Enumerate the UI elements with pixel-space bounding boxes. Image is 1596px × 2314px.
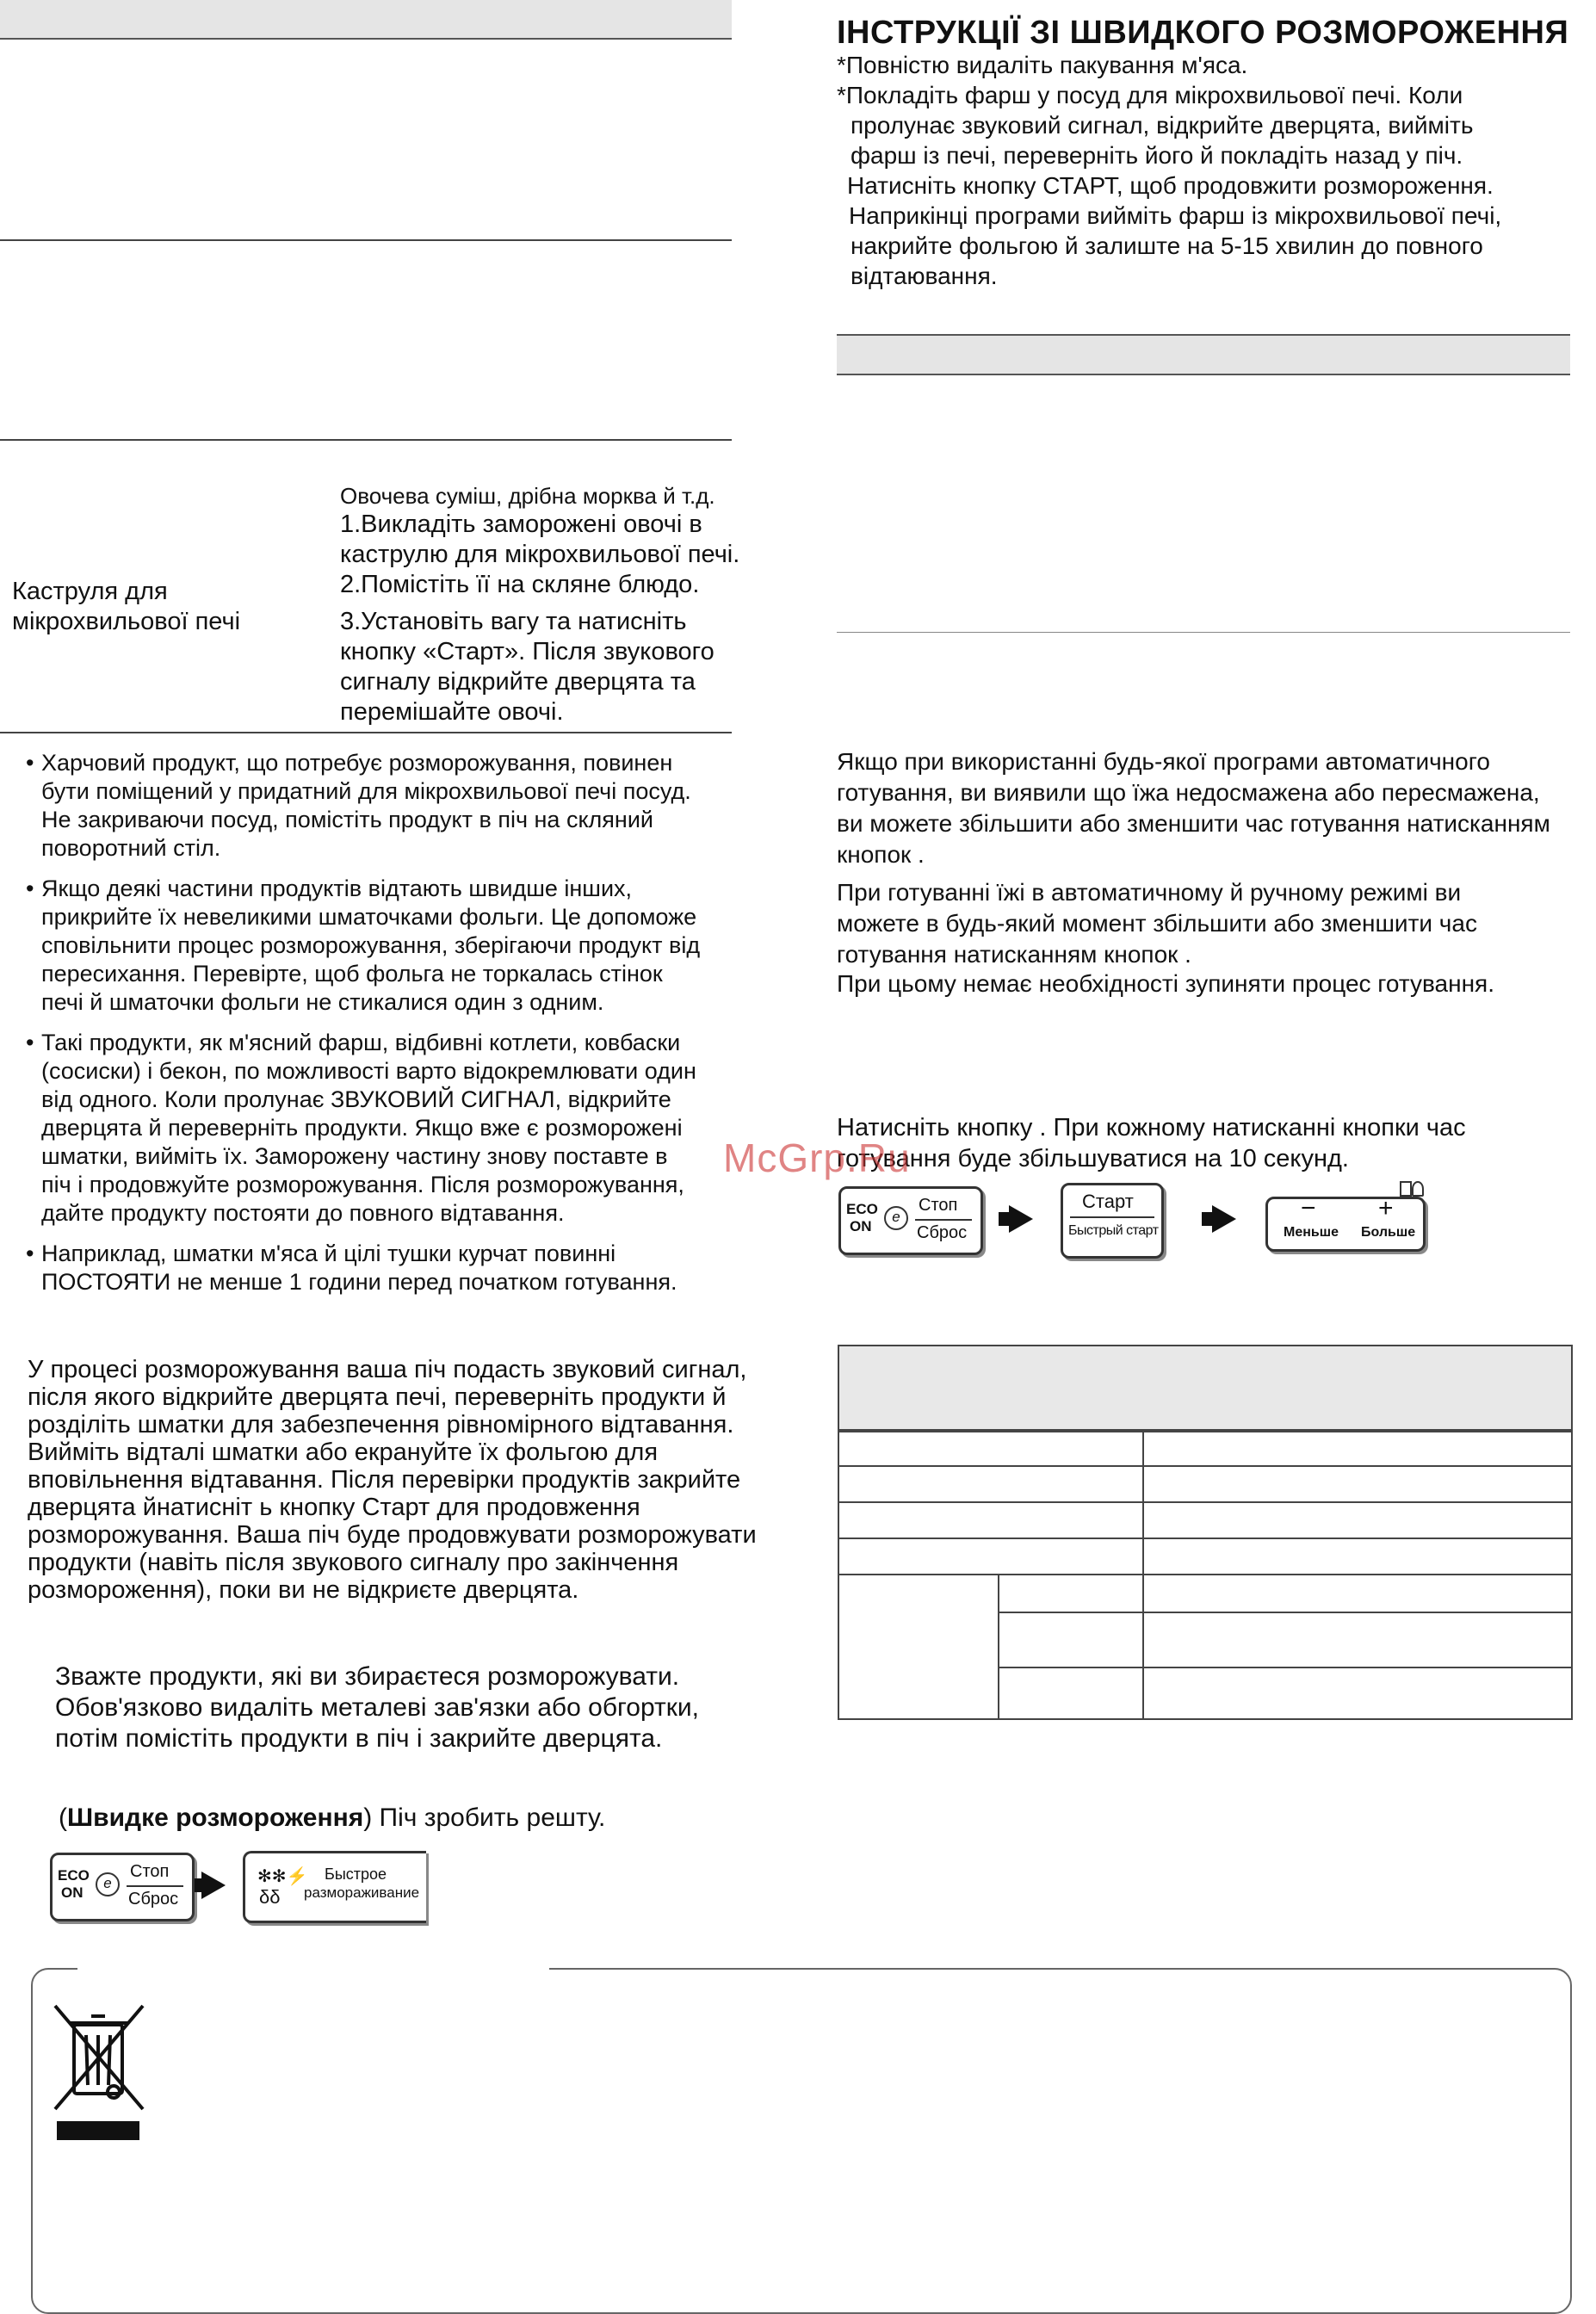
left-divider-3	[0, 732, 732, 733]
quick-mode-line	[59, 1803, 605, 1834]
on-label: ON	[61, 1884, 84, 1901]
tip-bullet	[26, 1240, 740, 1296]
eco-label: ECO	[58, 1867, 90, 1884]
veg-line: каструлю для мікрохвильової печі.	[340, 541, 740, 568]
left-divider-2	[0, 439, 732, 441]
tip-line: шматки, вийміть їх. Заморожену частину знову поставте в	[41, 1143, 668, 1169]
tip-bullet	[26, 749, 740, 863]
tip-line: (сосиски) і бекон, по можливості варто відокремлювати один	[41, 1058, 696, 1084]
arrow-right-icon	[1009, 1205, 1033, 1233]
disposal-box-gap	[77, 1963, 549, 1971]
tip-line: ПОСТОЯТИ не менше 1 години перед початком готування.	[41, 1269, 677, 1295]
vessel-label: Каструля для мікрохвильової печі	[12, 578, 241, 635]
quick-line: пролунає звуковий сигнал, відкрийте дверцята, вийміть	[851, 112, 1474, 139]
quick-line: Наприкінці програми вийміть фарш із мікрохвильової печі,	[849, 202, 1502, 229]
auto-line: Якщо при використанні будь-якої програми автоматичного	[837, 748, 1490, 775]
less-more-button[interactable]	[1265, 1194, 1426, 1252]
reset-label: Сброс	[128, 1890, 179, 1909]
quick-line: відтаювання.	[851, 263, 998, 289]
tip-bullet	[26, 875, 740, 1017]
veg-line: сигналу відкрийте дверцята та	[340, 668, 696, 696]
quick-mode-rest: ) Піч зробить решту.	[363, 1804, 606, 1832]
tip-line: • Харчовий продукт, що потребує розморожування, повинен	[41, 750, 673, 776]
weigh-line: потім помістіть продукти в піч і закрийте дверцята.	[55, 1724, 663, 1753]
tip-line: • Якщо деякі частини продуктів відтають швидше інших,	[41, 875, 633, 901]
on-label: ON	[850, 1218, 872, 1234]
tip-line: печі й шматочки фольги не стикалися один з одним.	[41, 989, 604, 1015]
auto-line: кнопок .	[837, 841, 925, 868]
left-divider-1	[0, 239, 732, 241]
defrost-label-1: Быстрое	[325, 1865, 387, 1883]
tip-line: піч і продовжуйте розморожування. Після розморожування,	[41, 1172, 684, 1197]
quick-defrost-button[interactable]	[243, 1851, 426, 1923]
veg-instructions	[340, 482, 805, 727]
process-line: дверцята йнатисніт ь кнопку Старт для продовження	[28, 1494, 640, 1521]
plus-icon: +	[1378, 1194, 1394, 1222]
eco-label: ECO	[846, 1201, 878, 1217]
table-row	[838, 1575, 1572, 1612]
auto-cooking-text	[837, 746, 1594, 870]
arrow-stem	[195, 1878, 205, 1892]
tip-line: сповільнити процес розморожування, зберігаючи продукт від	[41, 932, 701, 958]
minus-icon: −	[1301, 1194, 1316, 1222]
process-line: розморожування. Ваша піч буде продовжувати розморожувати	[28, 1521, 757, 1549]
quick-line: *Повністю видаліть пакування м'яса.	[837, 52, 1248, 78]
quick-mode-open: (	[59, 1804, 67, 1832]
tip-bullet	[26, 1029, 740, 1228]
process-line: вповільнення відтавання. Після перевірки продуктів закрийте	[28, 1466, 741, 1494]
manual-line: готування натисканням кнопок .	[837, 941, 1191, 968]
table-row	[838, 1538, 1572, 1575]
arrow-right-icon	[201, 1872, 226, 1899]
quick-defrost-instructions	[837, 50, 1586, 291]
process-line: продукти (навіть після звукового сигналу про закінчення	[28, 1549, 679, 1576]
auto-line: ви можете збільшити або зменшити час готування натисканням	[837, 810, 1550, 837]
quick-line: Натисніть кнопку СТАРТ, щоб продовжити розмороження.	[847, 172, 1494, 199]
disposal-notice-box	[31, 1968, 1572, 2314]
page-title: ІНСТРУКЦІЇ ЗІ ШВИДКОГО РОЗМОРОЖЕННЯ	[837, 15, 1569, 51]
tip-line: Не закриваючи посуд, помістіть продукт в піч на скляний	[41, 807, 654, 832]
auto-line: готування, ви виявили що їжа недосмажена або пересмажена,	[837, 779, 1540, 806]
no-stop-text: При цьому немає необхідності зупиняти процес готування.	[837, 970, 1494, 997]
start-divider	[1070, 1216, 1154, 1218]
less-label: Меньше	[1284, 1225, 1339, 1240]
veg-line: перемішайте овочі.	[340, 698, 564, 726]
eco-stop-button-right[interactable]	[838, 1186, 983, 1255]
weigh-line: Зважте продукти, які ви збираєтеся розморожувати.	[55, 1662, 680, 1691]
weigh-text	[55, 1661, 761, 1754]
quick-start-label: Быстрый старт	[1068, 1223, 1159, 1238]
tip-line: • Наприклад, шматки м'яса й цілі тушки курчат повинні	[41, 1241, 616, 1266]
manual-line: При готуванні їжі в автоматичному й ручному режимі ви	[837, 879, 1462, 906]
process-line: розмороження), поки ви не відкриєте дверцята.	[28, 1576, 579, 1604]
table-row	[838, 1466, 1572, 1502]
defrost-tips	[26, 749, 740, 1309]
manual-cooking-text	[837, 877, 1594, 970]
hourglass-icon	[1400, 1181, 1412, 1197]
veg-line: Овочева суміш, дрібна морква й т.д.	[340, 483, 715, 509]
weigh-line: Обов'язково видаліть металеві зав'язки або обгортки,	[55, 1693, 699, 1722]
left-header-bar	[0, 0, 732, 40]
quick-mode-name: Швидке розмороження	[67, 1804, 364, 1832]
tip-line: дверцята й переверніть продукти. Якщо вже є розморожені	[41, 1115, 683, 1141]
tip-line: пересихання. Перевірте, щоб фольга не торкалась стінок	[41, 961, 663, 987]
press-line: готування буде збільшуватися на 10 секунд.	[837, 1145, 1349, 1172]
arrow-right-icon	[1212, 1205, 1236, 1233]
quick-line: накрийте фольгою й залиште на 5-15 хвилин до повного	[851, 232, 1483, 259]
more-label: Больше	[1361, 1225, 1416, 1240]
process-line: Вийміть відталі шматки або екрануйте їх фольгою для	[28, 1439, 659, 1466]
process-line: після якого відкрийте дверцята печі, переверніть продукти й	[28, 1383, 727, 1411]
crossed-bin-icon	[50, 2001, 148, 2142]
tip-line: бути поміщений у придатний для мікрохвильової печі посуд.	[41, 778, 691, 804]
process-line: розділіть шматки для забезпечення рівномірного відтавання.	[28, 1411, 734, 1439]
quick-line: *Покладіть фарш у посуд для мікрохвильової печі. Коли	[837, 82, 1463, 108]
start-button[interactable]	[1061, 1183, 1164, 1259]
tip-line: поворотний стіл.	[41, 835, 221, 861]
eco-stop-button[interactable]	[50, 1853, 195, 1921]
veg-line: 1.Викладіть заморожені овочі в	[340, 510, 702, 538]
snowflake-icon: ✻✻⚡	[257, 1867, 308, 1886]
table-header-box	[838, 1345, 1573, 1432]
process-line: У процесі розморожування ваша піч подасть звуковий сигнал,	[28, 1356, 747, 1383]
veg-line: 3.Установіть вагу та натисніть	[340, 608, 687, 635]
table-row	[838, 1502, 1572, 1538]
defrost-label-2: размораживание	[304, 1884, 420, 1901]
table-row	[838, 1430, 1572, 1466]
tip-line: від одного. Коли пролунає ЗВУКОВИЙ СИГНАЛ, відкрийте	[41, 1086, 671, 1112]
veg-line: 2.Помістіть її на скляне блюдо.	[340, 571, 700, 598]
settings-table	[838, 1429, 1573, 1720]
weight-icon	[1412, 1181, 1424, 1197]
stop-label: Стоп	[130, 1862, 170, 1881]
stop-divider	[127, 1885, 183, 1887]
tip-line: прикрийте їх невеликими шматочками фольги. Це допоможе	[41, 904, 697, 930]
right-divider-1	[837, 632, 1570, 633]
veg-line: кнопку «Старт». Після звукового	[340, 638, 714, 665]
press-button-text	[837, 1112, 1594, 1174]
defrost-process-text	[28, 1356, 759, 1604]
tip-line: дайте продукту постояти до повного відтавання.	[41, 1200, 565, 1226]
drops-icon: δδ	[259, 1886, 281, 1908]
eco-e-icon: e	[884, 1206, 908, 1230]
tip-line: • Такі продукти, як м'ясний фарш, відбивні котлети, ковбаски	[41, 1030, 681, 1055]
stop-label: Стоп	[919, 1196, 958, 1215]
reset-label: Сброс	[917, 1223, 968, 1242]
start-label: Старт	[1082, 1191, 1134, 1212]
manual-line: можете в будь-який момент збільшити або зменшити час	[837, 910, 1477, 937]
stop-divider	[915, 1219, 972, 1221]
eco-e-icon: e	[96, 1872, 120, 1896]
press-line: Натисніть кнопку . При кожному натисканні кнопки час	[837, 1114, 1466, 1142]
right-header-bar	[837, 334, 1570, 375]
watermark: McGrp.Ru	[723, 1135, 911, 1180]
quick-line: фарш із печі, переверніть його й покладіть назад у піч.	[851, 142, 1463, 169]
